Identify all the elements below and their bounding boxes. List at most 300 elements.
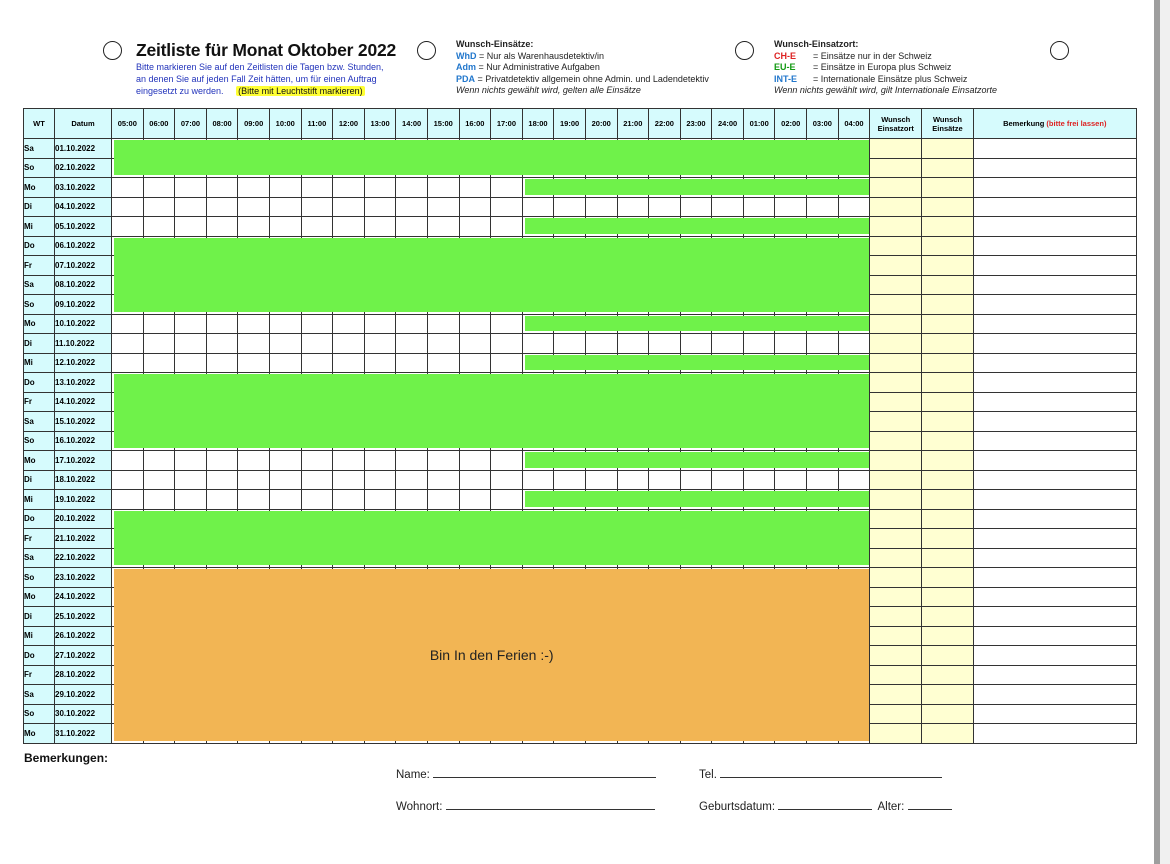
einsaetze-cell[interactable] xyxy=(922,236,974,256)
einsaetze-cell[interactable] xyxy=(922,646,974,666)
time-slot-cell[interactable] xyxy=(175,451,207,471)
col-header-hour: 13:00 xyxy=(364,109,396,139)
weekday-cell: Fr xyxy=(24,392,55,412)
einsaetze-cell[interactable] xyxy=(922,529,974,549)
time-slot-cell[interactable] xyxy=(522,334,554,354)
time-slot-cell[interactable] xyxy=(175,470,207,490)
time-slot-cell[interactable] xyxy=(143,490,175,510)
wohnort-field[interactable]: Wohnort: xyxy=(396,798,655,813)
remarks-heading: Bemerkungen: xyxy=(24,751,109,765)
time-slot-cell[interactable] xyxy=(206,217,238,237)
einsatzort-cell[interactable] xyxy=(870,704,922,724)
weekday-cell: Mo xyxy=(24,724,55,744)
time-slot-cell[interactable] xyxy=(143,470,175,490)
date-cell: 11.10.2022 xyxy=(55,334,112,354)
weekday-cell: Sa xyxy=(24,275,55,295)
time-slot-cell[interactable] xyxy=(554,334,586,354)
time-slot-cell[interactable] xyxy=(206,178,238,198)
time-slot-cell[interactable] xyxy=(238,314,270,334)
col-header-hour: 05:00 xyxy=(112,109,144,139)
time-slot-cell[interactable] xyxy=(269,490,301,510)
bemerkung-cell xyxy=(973,568,1136,588)
time-slot-cell[interactable] xyxy=(712,334,744,354)
time-slot-cell[interactable] xyxy=(838,197,870,217)
time-slot-cell[interactable] xyxy=(301,197,333,217)
availability-marking xyxy=(114,374,869,448)
einsaetze-cell[interactable] xyxy=(922,568,974,588)
col-header-hour: 22:00 xyxy=(649,109,681,139)
date-cell: 04.10.2022 xyxy=(55,197,112,217)
col-header-hour: 11:00 xyxy=(301,109,333,139)
time-slot-cell[interactable] xyxy=(554,197,586,217)
bemerkung-cell xyxy=(973,178,1136,198)
availability-marking xyxy=(525,316,870,332)
einsaetze-cell[interactable] xyxy=(922,158,974,178)
weekday-cell: So xyxy=(24,704,55,724)
bemerkung-cell xyxy=(973,314,1136,334)
einsatzort-cell[interactable] xyxy=(870,529,922,549)
time-slot-cell[interactable] xyxy=(427,334,459,354)
time-slot-cell[interactable] xyxy=(396,314,428,334)
einsatzort-cell[interactable] xyxy=(870,685,922,705)
time-slot-cell[interactable] xyxy=(585,470,617,490)
time-slot-cell[interactable] xyxy=(301,314,333,334)
time-slot-cell[interactable] xyxy=(143,451,175,471)
time-slot-cell[interactable] xyxy=(427,470,459,490)
highlight-note: (Bitte mit Leuchtstift markieren) xyxy=(238,86,363,96)
time-slot-cell[interactable] xyxy=(459,197,491,217)
vacation-marking xyxy=(114,569,869,741)
einsatzort-cell[interactable] xyxy=(870,412,922,432)
time-slot-cell[interactable] xyxy=(459,314,491,334)
einsaetze-cell[interactable] xyxy=(922,314,974,334)
einsatzort-cell[interactable] xyxy=(870,256,922,276)
time-slot-cell[interactable] xyxy=(238,470,270,490)
einsaetze-cell[interactable] xyxy=(922,217,974,237)
weekday-cell: Do xyxy=(24,646,55,666)
weekday-cell: So xyxy=(24,158,55,178)
time-slot-cell[interactable] xyxy=(459,470,491,490)
time-slot-cell[interactable] xyxy=(427,451,459,471)
time-slot-cell[interactable] xyxy=(206,334,238,354)
time-slot-cell[interactable] xyxy=(712,197,744,217)
time-slot-cell[interactable] xyxy=(112,451,144,471)
time-slot-cell[interactable] xyxy=(775,334,807,354)
time-slot-cell[interactable] xyxy=(364,314,396,334)
einsaetze-cell[interactable] xyxy=(922,685,974,705)
einsatzort-cell[interactable] xyxy=(870,139,922,159)
einsaetze-cell[interactable] xyxy=(922,295,974,315)
time-slot-cell[interactable] xyxy=(427,353,459,373)
time-slot-cell[interactable] xyxy=(807,197,839,217)
col-header-wt: WT xyxy=(24,109,55,139)
time-slot-cell[interactable] xyxy=(269,217,301,237)
date-cell: 22.10.2022 xyxy=(55,548,112,568)
date-cell: 08.10.2022 xyxy=(55,275,112,295)
time-slot-cell[interactable] xyxy=(333,451,365,471)
date-cell: 10.10.2022 xyxy=(55,314,112,334)
time-slot-cell[interactable] xyxy=(143,197,175,217)
time-slot-cell[interactable] xyxy=(680,334,712,354)
time-slot-cell[interactable] xyxy=(649,470,681,490)
time-slot-cell[interactable] xyxy=(238,353,270,373)
time-slot-cell[interactable] xyxy=(364,334,396,354)
bemerkung-cell xyxy=(973,451,1136,471)
date-cell: 24.10.2022 xyxy=(55,587,112,607)
einsaetze-cell[interactable] xyxy=(922,275,974,295)
time-slot-cell[interactable] xyxy=(712,470,744,490)
time-slot-cell[interactable] xyxy=(333,334,365,354)
time-slot-cell[interactable] xyxy=(807,334,839,354)
time-slot-cell[interactable] xyxy=(364,353,396,373)
time-slot-cell[interactable] xyxy=(617,470,649,490)
availability-marking xyxy=(525,179,870,195)
time-slot-cell[interactable] xyxy=(491,197,523,217)
bemerkung-cell xyxy=(973,509,1136,529)
col-header-hour: 12:00 xyxy=(333,109,365,139)
bemerkung-cell xyxy=(973,685,1136,705)
einsaetze-cell[interactable] xyxy=(922,353,974,373)
time-slot-cell[interactable] xyxy=(175,353,207,373)
time-slot-cell[interactable] xyxy=(333,217,365,237)
time-slot-cell[interactable] xyxy=(364,490,396,510)
time-slot-cell[interactable] xyxy=(459,451,491,471)
time-slot-cell[interactable] xyxy=(396,217,428,237)
time-slot-cell[interactable] xyxy=(427,217,459,237)
time-slot-cell[interactable] xyxy=(301,470,333,490)
einsatzort-cell[interactable] xyxy=(870,353,922,373)
einsatzort-cell[interactable] xyxy=(870,509,922,529)
einsatzort-cell[interactable] xyxy=(870,158,922,178)
date-cell: 19.10.2022 xyxy=(55,490,112,510)
time-slot-cell[interactable] xyxy=(238,178,270,198)
time-slot-cell[interactable] xyxy=(491,314,523,334)
time-slot-cell[interactable] xyxy=(396,197,428,217)
date-cell: 17.10.2022 xyxy=(55,451,112,471)
einsaetze-cell[interactable] xyxy=(922,334,974,354)
instructions: Bitte markieren Sie auf den Zeitlisten die Tagen bzw. Stunden, an denen Sie auf jeden Fall Zeit hätten, um für einen Auftrag eingesetzt zu werden. (Bitte mit Leuchtstift markieren) xyxy=(136,62,384,96)
weekday-cell: So xyxy=(24,568,55,588)
time-slot-cell[interactable] xyxy=(333,490,365,510)
einsaetze-cell[interactable] xyxy=(922,197,974,217)
time-slot-cell[interactable] xyxy=(333,178,365,198)
einsaetze-cell[interactable] xyxy=(922,470,974,490)
time-slot-cell[interactable] xyxy=(491,178,523,198)
time-slot-cell[interactable] xyxy=(175,334,207,354)
time-slot-cell[interactable] xyxy=(491,451,523,471)
einsaetze-cell[interactable] xyxy=(922,665,974,685)
time-slot-cell[interactable] xyxy=(238,197,270,217)
weekday-cell: Mo xyxy=(24,314,55,334)
time-slot-cell[interactable] xyxy=(491,470,523,490)
time-slot-cell[interactable] xyxy=(649,334,681,354)
bemerkung-cell xyxy=(973,724,1136,744)
einsatzort-cell[interactable] xyxy=(870,373,922,393)
bemerkung-label: Bemerkung xyxy=(1003,119,1045,128)
time-slot-cell[interactable] xyxy=(743,334,775,354)
bemerkung-cell xyxy=(973,626,1136,646)
time-slot-cell[interactable] xyxy=(585,334,617,354)
time-slot-cell[interactable] xyxy=(743,470,775,490)
time-slot-cell[interactable] xyxy=(206,353,238,373)
einsatzort-cell[interactable] xyxy=(870,236,922,256)
einsatzort-cell[interactable] xyxy=(870,451,922,471)
time-slot-cell[interactable] xyxy=(112,490,144,510)
time-slot-cell[interactable] xyxy=(459,178,491,198)
time-slot-cell[interactable] xyxy=(396,178,428,198)
time-slot-cell[interactable] xyxy=(838,334,870,354)
time-slot-cell[interactable] xyxy=(301,451,333,471)
einsaetze-cell[interactable] xyxy=(922,607,974,627)
punch-hole-icon xyxy=(103,41,122,60)
col-header-hour: 20:00 xyxy=(585,109,617,139)
einsaetze-cell[interactable] xyxy=(922,490,974,510)
time-slot-cell[interactable] xyxy=(333,197,365,217)
time-slot-cell[interactable] xyxy=(396,353,428,373)
bemerkung-cell xyxy=(973,607,1136,627)
einsatzort-cell[interactable] xyxy=(870,178,922,198)
time-slot-cell[interactable] xyxy=(333,314,365,334)
time-slot-cell[interactable] xyxy=(112,178,144,198)
time-slot-cell[interactable] xyxy=(206,470,238,490)
einsaetze-cell[interactable] xyxy=(922,373,974,393)
geburtsdatum-field[interactable]: Geburtsdatum: Alter: xyxy=(699,798,952,813)
time-slot-cell[interactable] xyxy=(206,314,238,334)
time-slot-cell[interactable] xyxy=(427,314,459,334)
date-cell: 29.10.2022 xyxy=(55,685,112,705)
weekday-cell: Fr xyxy=(24,665,55,685)
time-slot-cell[interactable] xyxy=(301,353,333,373)
time-slot-cell[interactable] xyxy=(112,197,144,217)
bemerkung-cell xyxy=(973,373,1136,393)
einsaetze-cell[interactable] xyxy=(922,509,974,529)
time-slot-cell[interactable] xyxy=(301,217,333,237)
einsatzort-cell[interactable] xyxy=(870,724,922,744)
einsaetze-cell[interactable] xyxy=(922,392,974,412)
date-cell: 18.10.2022 xyxy=(55,470,112,490)
time-slot-cell[interactable] xyxy=(680,197,712,217)
col-header-hour: 06:00 xyxy=(143,109,175,139)
time-slot-cell[interactable] xyxy=(522,197,554,217)
time-slot-cell[interactable] xyxy=(838,470,870,490)
time-slot-cell[interactable] xyxy=(301,490,333,510)
time-slot-cell[interactable] xyxy=(175,178,207,198)
einsaetze-cell[interactable] xyxy=(922,724,974,744)
einsatzort-cell[interactable] xyxy=(870,392,922,412)
einsatzort-cell[interactable] xyxy=(870,275,922,295)
bemerkung-cell xyxy=(973,431,1136,451)
time-slot-cell[interactable] xyxy=(491,334,523,354)
time-slot-cell[interactable] xyxy=(112,470,144,490)
time-slot-cell[interactable] xyxy=(459,217,491,237)
einsatzort-cell[interactable] xyxy=(870,470,922,490)
einsatzort-cell[interactable] xyxy=(870,334,922,354)
time-slot-cell[interactable] xyxy=(459,490,491,510)
time-slot-cell[interactable] xyxy=(269,197,301,217)
weekday-cell: Mi xyxy=(24,353,55,373)
time-slot-cell[interactable] xyxy=(775,470,807,490)
time-slot-cell[interactable] xyxy=(680,470,712,490)
time-slot-cell[interactable] xyxy=(269,314,301,334)
time-slot-cell[interactable] xyxy=(396,451,428,471)
bemerkung-cell xyxy=(973,236,1136,256)
time-slot-cell[interactable] xyxy=(238,334,270,354)
time-slot-cell[interactable] xyxy=(491,353,523,373)
punch-hole-icon xyxy=(1050,41,1069,60)
alter-field[interactable]: Alter: xyxy=(877,801,905,813)
time-slot-cell[interactable] xyxy=(364,451,396,471)
bemerkung-cell xyxy=(973,470,1136,490)
einsaetze-cell[interactable] xyxy=(922,626,974,646)
time-slot-cell[interactable] xyxy=(522,470,554,490)
time-slot-cell[interactable] xyxy=(333,353,365,373)
time-slot-cell[interactable] xyxy=(112,353,144,373)
einsatzort-cell[interactable] xyxy=(870,665,922,685)
date-cell: 13.10.2022 xyxy=(55,373,112,393)
date-cell: 20.10.2022 xyxy=(55,509,112,529)
time-slot-cell[interactable] xyxy=(585,197,617,217)
bemerkung-cell xyxy=(973,334,1136,354)
time-slot-cell[interactable] xyxy=(364,178,396,198)
einsatzort-cell[interactable] xyxy=(870,197,922,217)
col-header-einsatzort: Wunsch Einsatzort xyxy=(870,109,922,139)
name-field[interactable]: Name: xyxy=(396,766,656,781)
einsaetze-cell[interactable] xyxy=(922,451,974,471)
time-slot-cell[interactable] xyxy=(775,197,807,217)
time-slot-cell[interactable] xyxy=(743,197,775,217)
time-slot-cell[interactable] xyxy=(175,490,207,510)
time-slot-cell[interactable] xyxy=(491,490,523,510)
time-slot-cell[interactable] xyxy=(175,197,207,217)
table-row xyxy=(24,334,1137,354)
time-slot-cell[interactable] xyxy=(238,451,270,471)
einsaetze-cell[interactable] xyxy=(922,431,974,451)
time-slot-cell[interactable] xyxy=(143,217,175,237)
time-slot-cell[interactable] xyxy=(617,197,649,217)
time-slot-cell[interactable] xyxy=(269,334,301,354)
time-slot-cell[interactable] xyxy=(112,217,144,237)
bemerkung-cell xyxy=(973,139,1136,159)
date-cell: 28.10.2022 xyxy=(55,665,112,685)
weekday-cell: Mi xyxy=(24,217,55,237)
bemerkung-cell xyxy=(973,256,1136,276)
weekday-cell: Di xyxy=(24,197,55,217)
date-cell: 27.10.2022 xyxy=(55,646,112,666)
col-header-hour: 08:00 xyxy=(206,109,238,139)
einsaetze-cell[interactable] xyxy=(922,178,974,198)
time-slot-cell[interactable] xyxy=(269,178,301,198)
time-slot-cell[interactable] xyxy=(491,217,523,237)
time-slot-cell[interactable] xyxy=(206,197,238,217)
einsaetze-cell[interactable] xyxy=(922,256,974,276)
einsatzort-cell[interactable] xyxy=(870,587,922,607)
time-slot-cell[interactable] xyxy=(175,314,207,334)
einsatzort-cell[interactable] xyxy=(870,626,922,646)
time-slot-cell[interactable] xyxy=(238,490,270,510)
time-slot-cell[interactable] xyxy=(396,470,428,490)
punch-hole-icon xyxy=(735,41,754,60)
einsatzort-cell[interactable] xyxy=(870,314,922,334)
col-header-hour: 14:00 xyxy=(396,109,428,139)
time-slot-cell[interactable] xyxy=(554,470,586,490)
einsaetze-cell[interactable] xyxy=(922,587,974,607)
bemerkung-cell xyxy=(973,412,1136,432)
time-slot-cell[interactable] xyxy=(206,451,238,471)
time-slot-cell[interactable] xyxy=(175,217,207,237)
page-edge xyxy=(1154,0,1170,864)
table-row xyxy=(24,470,1137,490)
time-slot-cell[interactable] xyxy=(459,334,491,354)
time-slot-cell[interactable] xyxy=(649,197,681,217)
einsatzort-cell[interactable] xyxy=(870,568,922,588)
time-slot-cell[interactable] xyxy=(364,197,396,217)
einsaetze-cell[interactable] xyxy=(922,139,974,159)
time-slot-cell[interactable] xyxy=(269,470,301,490)
tel-field[interactable]: Tel. xyxy=(699,766,942,781)
einsatzort-cell[interactable] xyxy=(870,548,922,568)
weekday-cell: Mi xyxy=(24,490,55,510)
availability-marking xyxy=(525,491,870,507)
time-slot-cell[interactable] xyxy=(238,217,270,237)
einsatzort-cell[interactable] xyxy=(870,607,922,627)
einsaetze-cell[interactable] xyxy=(922,704,974,724)
time-slot-cell[interactable] xyxy=(427,178,459,198)
einsaetze-legend: Wunsch-Einsätze: WhD = Nur als Warenhausdetektiv/in Adm = Nur Administrative Aufgaben PDA = Privatdetektiv allgemein ohne Admin. und Ladendetektiv Wenn nichts gewählt wird, gelten alle Einsätze xyxy=(456,39,709,95)
weekday-cell: Mi xyxy=(24,626,55,646)
col-header-hour: 02:00 xyxy=(775,109,807,139)
time-slot-cell[interactable] xyxy=(269,451,301,471)
time-slot-cell[interactable] xyxy=(333,470,365,490)
time-slot-cell[interactable] xyxy=(396,490,428,510)
einsatzort-cell[interactable] xyxy=(870,490,922,510)
einsatzort-cell[interactable] xyxy=(870,295,922,315)
time-slot-cell[interactable] xyxy=(427,197,459,217)
einsatzort-cell[interactable] xyxy=(870,431,922,451)
time-slot-cell[interactable] xyxy=(459,353,491,373)
date-cell: 02.10.2022 xyxy=(55,158,112,178)
weekday-cell: So xyxy=(24,295,55,315)
date-cell: 05.10.2022 xyxy=(55,217,112,237)
col-header-hour: 24:00 xyxy=(712,109,744,139)
time-slot-cell[interactable] xyxy=(807,470,839,490)
weekday-cell: Di xyxy=(24,607,55,627)
time-slot-cell[interactable] xyxy=(143,334,175,354)
col-header-hour: 07:00 xyxy=(175,109,207,139)
time-slot-cell[interactable] xyxy=(301,178,333,198)
punch-hole-icon xyxy=(417,41,436,60)
einsatzort-cell[interactable] xyxy=(870,217,922,237)
time-slot-cell[interactable] xyxy=(364,217,396,237)
bemerkung-cell xyxy=(973,158,1136,178)
availability-marking xyxy=(525,218,870,234)
time-slot-cell[interactable] xyxy=(206,490,238,510)
einsaetze-cell[interactable] xyxy=(922,548,974,568)
time-slot-cell[interactable] xyxy=(396,334,428,354)
time-slot-cell[interactable] xyxy=(143,178,175,198)
time-slot-cell[interactable] xyxy=(427,490,459,510)
time-slot-cell[interactable] xyxy=(301,334,333,354)
time-slot-cell[interactable] xyxy=(269,353,301,373)
einsatzort-cell[interactable] xyxy=(870,646,922,666)
date-cell: 09.10.2022 xyxy=(55,295,112,315)
time-slot-cell[interactable] xyxy=(143,353,175,373)
time-slot-cell[interactable] xyxy=(364,470,396,490)
time-slot-cell[interactable] xyxy=(112,334,144,354)
einsaetze-cell[interactable] xyxy=(922,412,974,432)
time-slot-cell[interactable] xyxy=(617,334,649,354)
time-slot-cell[interactable] xyxy=(112,314,144,334)
time-slot-cell[interactable] xyxy=(143,314,175,334)
